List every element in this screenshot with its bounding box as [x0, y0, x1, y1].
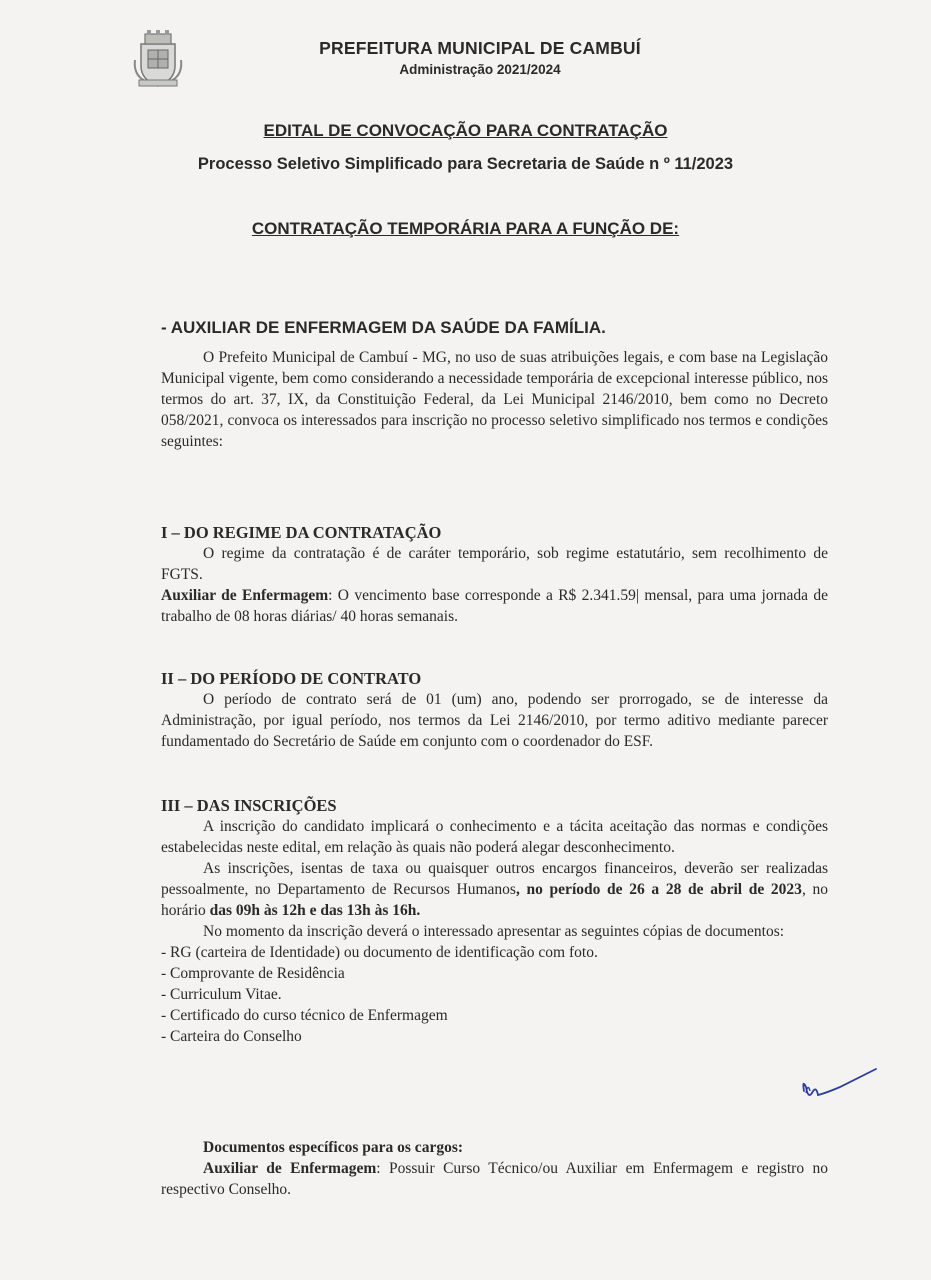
section-heading: III – DAS INSCRIÇÕES [161, 796, 337, 815]
specific-heading [161, 1137, 828, 1158]
administration-period: Administração 2021/2024 [399, 62, 561, 77]
inscricao-period: , no período de 26 a 28 de abril de 2023 [515, 881, 802, 898]
inscricao-paragraph-3: No momento da inscrição deverá o interessado apresentar as seguintes cópias de documentos: [203, 923, 785, 940]
regime-paragraph: O regime da contratação é de caráter temporário, sob regime estatutário, sem recolhimento de FGTS. [161, 545, 828, 583]
periodo-paragraph: O período de contrato será de 01 (um) ano, podendo ser prorrogado, se de interesse da Administração, por igual período, nos termos da Lei 2146/2010, por termo aditivo mediante parecer fundamentado do Secretário de Saúde em conjunto com o coordenador do ESF. [161, 691, 828, 750]
salary-paragraph [161, 585, 828, 627]
intro-section [161, 347, 828, 452]
salary-text: : O vencimento base corresponde a R$ 2.341.59| mensal, para uma jornada de trabalho de 08 horas diárias/ 40 horas semanais. [161, 587, 828, 625]
processo-title: Processo Seletivo Simplificado para Secretaria de Saúde n º 11/2023 [197, 155, 734, 173]
list-item: - Certificado do curso técnico de Enfermagem [161, 1007, 448, 1024]
list-item: - RG (carteira de Identidade) ou documento de identificação com foto. [161, 944, 598, 961]
inscricao-text: , no horário [161, 881, 828, 919]
coat-of-arms-icon [133, 30, 183, 88]
section-specific-docs [161, 1137, 828, 1200]
signature-mark [796, 1063, 880, 1105]
inscricao-paragraph-1: A inscrição do candidato implicará o conhecimento e a tácita aceitação das normas e condições estabelecidas neste edital, em relação às quais não poderá alegar desconhecimento. [161, 818, 828, 856]
section-inscricoes [161, 795, 828, 1047]
specific-text: : Possuir Curso Técnico/ou Auxiliar em Enfermagem e registro no respectivo Conselho. [161, 1160, 828, 1198]
section-regime [161, 522, 828, 627]
cargo-heading: - AUXILIAR DE ENFERMAGEM DA SAÚDE DA FAMÍLIA. [161, 318, 606, 337]
specific-label: Auxiliar de Enfermagem [203, 1160, 377, 1177]
inscricao-hours: das 09h às 12h e das 13h às 16h. [209, 902, 421, 919]
specific-heading-text: Documentos específicos para os cargos: [203, 1139, 464, 1156]
document-list [161, 942, 828, 1047]
list-item: - Comprovante de Residência [161, 965, 345, 982]
specific-paragraph [161, 1158, 828, 1200]
section-periodo [161, 668, 828, 752]
inscricao-paragraph-2 [161, 858, 828, 921]
municipality-title: PREFEITURA MUNICIPAL DE CAMBUÍ [319, 38, 641, 58]
intro-paragraph: O Prefeito Municipal de Cambuí - MG, no uso de suas atribuições legais, e com base na Legislação Municipal vigente, bem como considerando a necessidade temporária de excepcional interesse público, nos termos do art. 37, IX, da Constituição Federal, da Lei Municipal 2146/2010, bem como no Decreto 058/2021, convoca os interessados para inscrição no processo seletivo simplificado nos termos e condições seguintes: [161, 349, 828, 450]
section-heading: I – DO REGIME DA CONTRATAÇÃO [161, 523, 442, 542]
salary-label: Auxiliar de Enfermagem [161, 587, 329, 604]
list-item: - Carteira do Conselho [161, 1028, 302, 1045]
list-item: - Curriculum Vitae. [161, 986, 282, 1003]
section-heading: II – DO PERÍODO DE CONTRATO [161, 669, 422, 688]
inscricao-text: As inscrições, isentas de taxa ou quaisquer outros encargos financeiros, deverão ser realizadas pessoalmente, no Departamento de Recursos Humanos [161, 860, 828, 898]
edital-title: EDITAL DE CONVOCAÇÃO PARA CONTRATAÇÃO [263, 121, 668, 140]
funcao-title: CONTRATAÇÃO TEMPORÁRIA PARA A FUNÇÃO DE: [251, 219, 680, 238]
